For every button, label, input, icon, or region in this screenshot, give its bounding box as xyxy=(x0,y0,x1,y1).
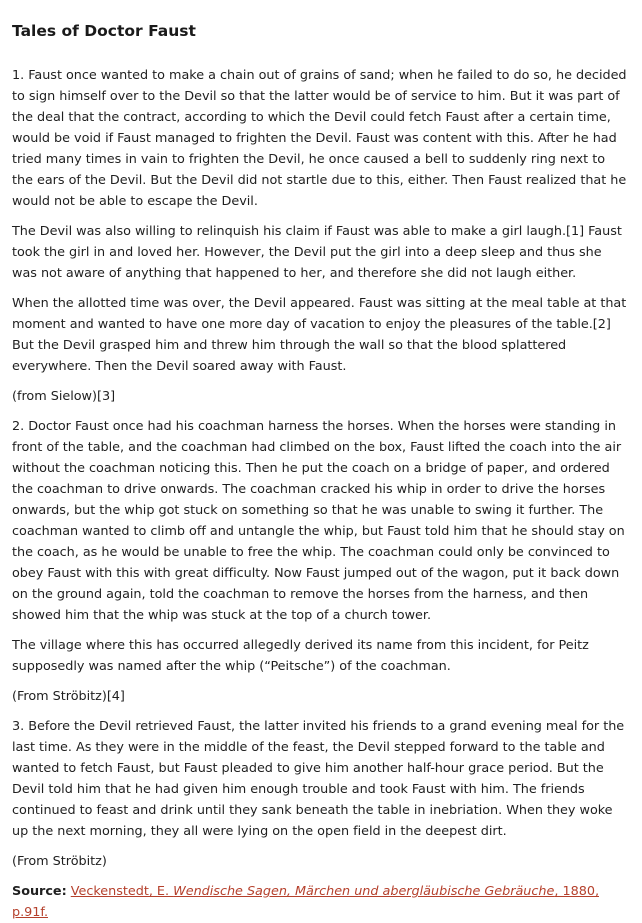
paragraph-tale-2: 2. Doctor Faust once had his coachman harness the horses. When the horses were standing in front of the table, and the coachman had climbed on the box, Faust lifted the coach into the air without the coachman noticing this. Then he put the coach on a bridge of paper, and ordered the coachman to drive onwards. The coachman cracked his whip in order to drive the horses onwards, but the whip got stuck on something so that he was unable to swing it further. The coachman wanted to climb off and untangle the whip, but Faust told him that he should stay on the coach, as he would be unable to free the whip. The coachman could only be convinced to obey Faust with this with great difficulty. Now Faust jumped out of the wagon, put it back down on the ground again, told the coachman to remove the horses from the harness, and then showed him that the whip was stuck at the top of a church tower. xyxy=(12,419,625,623)
source-link-title: Wendische Sagen, Märchen und abergläubische Gebräuche xyxy=(173,884,555,899)
source-label: Source: xyxy=(12,884,67,899)
source-link-details: , 1880, p.91f. xyxy=(12,884,599,920)
paragraph-tale-1-end: When the allotted time was over, the Devil appeared. Faust was sitting at the meal table at that moment and wanted to have one more day of vacation to enjoy the pleasures of the table.[2] But the Devil grasped him and threw him through the wall so that the blood splattered everywhere. Then the Devil soared away with Faust. xyxy=(12,296,627,374)
attribution-sielow: (from Sielow)[3] xyxy=(12,389,116,404)
paragraph-tale-2-village: The village where this has occurred allegedly derived its name from this incident, for Peitz supposedly was named after the whip (“Peitsche”) of the coachman. xyxy=(12,638,589,674)
source-link[interactable] xyxy=(12,884,599,920)
paragraph-tale-1: 1. Faust once wanted to make a chain out of grains of sand; when he failed to do so, he decided to sign himself over to the Devil so that the latter would be of service to him. But it was part of the deal that the contract, according to which the Devil could fetch Faust after a certain time, would be void if Faust managed to frighten the Devil. Faust was content with this. After he had tried many times in vain to frighten the Devil, he once caused a bell to suddenly ring next to the ears of the Devil. But the Devil did not startle due to this, either. Then Faust realized that he would not be able to escape the Devil. xyxy=(12,68,627,209)
source-link-author: Veckenstedt, E. xyxy=(70,884,174,899)
attribution-strobitz-1: (From Ströbitz)[4] xyxy=(12,689,125,704)
paragraph-tale-1-girl: The Devil was also willing to relinquish his claim if Faust was able to make a girl laugh.[1] Faust took the girl in and loved her. However, the Devil put the girl into a deep sleep and thus she was not aware of anything that happened to her, and therefore she did not laugh either. xyxy=(12,224,622,281)
source-line xyxy=(12,881,630,923)
paragraph-tale-3: 3. Before the Devil retrieved Faust, the latter invited his friends to a grand evening meal for the last time. As they were in the middle of the feast, the Devil stepped forward to the table and wanted to fetch Faust, but Faust pleaded to give him another half-hour grace period. But the Devil told him that he had given him enough trouble and took Faust with him. The friends continued to feast and drink until they sank beneath the table in inebriation. When they woke up the next morning, they all were lying on the open field in the deepest dirt. xyxy=(12,719,625,839)
attribution-strobitz-2: (From Ströbitz) xyxy=(12,854,107,869)
page-title: Tales of Doctor Faust xyxy=(12,22,196,40)
